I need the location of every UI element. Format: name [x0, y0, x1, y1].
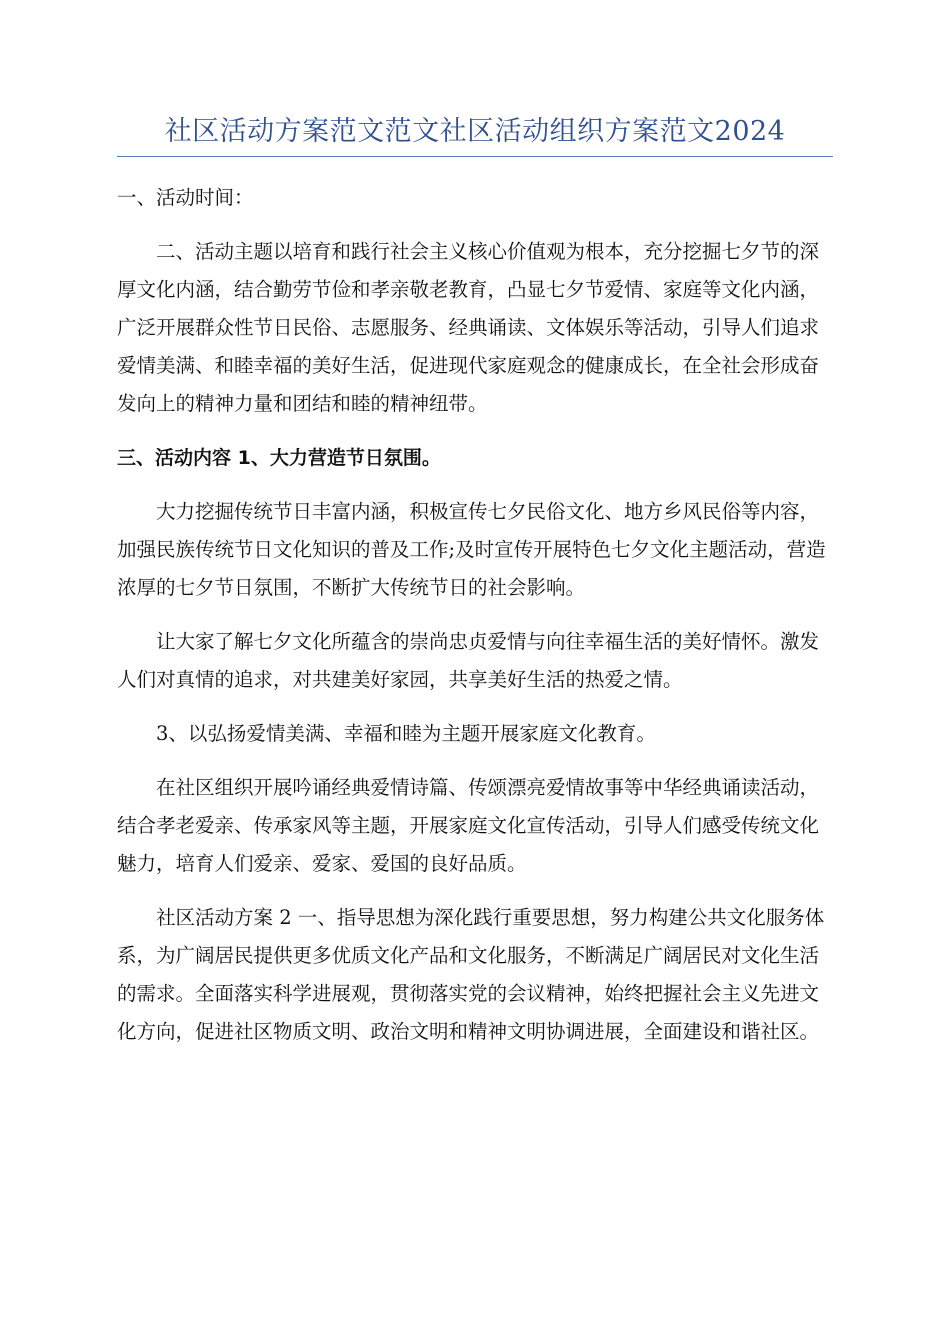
paragraph-activity-theme: 二、活动主题以培育和践行社会主义核心价值观为根本，充分挖掘七夕节的深厚文化内涵，结合勤劳节俭和孝亲敬老教育，凸显七夕节爱情、家庭等文化内涵，广泛开展群众性节日民俗、志愿服务、经典诵读、文体娱乐等活动，引导人们追求爱情美满、和睦幸福的美好生活，促进现代家庭观念的健康成长，在全社会形成奋发向上的精神力量和团结和睦的精神纽带。 [117, 240, 820, 415]
paragraph-festival-atmosphere: 大力挖掘传统节日丰富内涵，积极宣传七夕民俗文化、地方乡风民俗等内容，加强民族传统节日文化知识的普及工作;及时宣传开展特色七夕文化主题活动，营造浓厚的七夕节日氛围，不断扩大传统节日的社会影响。 [117, 500, 826, 599]
paragraph-plan-two: 社区活动方案 2 一、指导思想为深化践行重要思想，努力构建公共文化服务体系，为广阔居民提供更多优质文化产品和文化服务，不断满足广阔居民对文化生活的需求。全面落实科学进展观，贯彻落实党的会议精神，始终把握社会主义先进文化方向，促进社区物质文明、政治文明和精神文明协调进展，全面建设和谐社区。 [117, 906, 825, 1043]
paragraph-classic-reading: 在社区组织开展吟诵经典爱情诗篇、传颂漂亮爱情故事等中华经典诵读活动，结合孝老爱亲、传承家风等主题，开展家庭文化宣传活动，引导人们感受传统文化魅力，培育人们爱亲、爱家、爱国的良好品质。 [117, 776, 820, 875]
section-heading-activity-content: 三、活动内容 1、大力营造节日氛围。 [117, 447, 441, 469]
paragraph-qixi-culture: 让大家了解七夕文化所蕴含的崇尚忠贞爱情与向往幸福生活的美好情怀。激发人们对真情的追求，对共建美好家园，共享美好生活的热爱之情。 [117, 630, 820, 691]
paragraph-family-education-heading: 3、以弘扬爱情美满、幸福和睦为主题开展家庭文化教育。 [156, 722, 656, 745]
document-title: 社区活动方案范文范文社区活动组织方案范文2024 [117, 112, 833, 157]
section-heading-activity-time: 一、活动时间： [117, 186, 254, 209]
document-page [117, 112, 833, 1051]
